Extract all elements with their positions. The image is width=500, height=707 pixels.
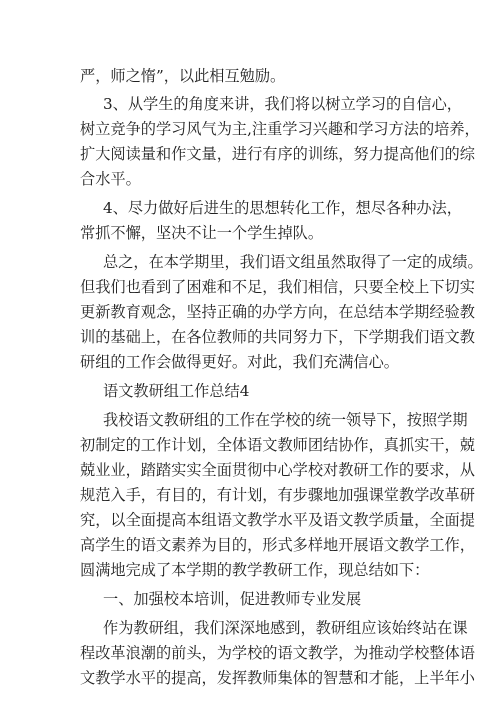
text-line: 扩大阅读量和作文量，进行有序的训练，努力提高他们的综 — [80, 145, 475, 163]
text-line: 但我们也看到了困难和不足，我们相信，只要全校上下切实 — [80, 278, 475, 296]
text-line: 总之，在本学期里，我们语文组虽然取得了一定的成绩。 — [103, 253, 483, 271]
text-line: 研组的工作会做得更好。对此，我们充满信心。 — [80, 353, 399, 371]
text-line: 更新教育观念，坚持正确的办学方向，在总结本学期经验教 — [80, 303, 475, 321]
text-line: 严，师之惰”，以此相互勉励。 — [80, 67, 286, 85]
text-line: 作为教研组，我们深深地感到，教研组应该始终站在课 — [103, 619, 468, 637]
section-heading: 语文教研组工作总结4 — [103, 382, 250, 400]
text-line: 4、尽力做好后进生的思想转化工作，想尽各种办法， — [103, 199, 462, 217]
text-line: 树立竞争的学习风气为主,注重学习兴趣和学习方法的培养， — [80, 120, 480, 138]
text-line: 训的基础上，在各位教师的共同努力下，下学期我们语文教 — [80, 328, 475, 346]
subsection-heading: 一、加强校本培训，促进教师专业发展 — [103, 590, 362, 608]
text-line: 究，以全面提高本组语文教学水平及语文教学质量，全面提 — [80, 511, 475, 529]
text-line: 文教学水平的提高，发挥教师集体的智慧和才能，上半年小 — [80, 669, 475, 687]
text-line: 兢业业，踏踏实实全面贯彻中心学校对教研工作的要求，从 — [80, 461, 475, 479]
text-line: 常抓不懈，坚决不让一个学生掉队。 — [80, 224, 323, 242]
text-line: 圆满地完成了本学期的教学教研工作，现总结如下： — [80, 561, 430, 579]
text-line: 程改革浪潮的前头，为学校的语文教学，为推动学校整体语 — [80, 644, 475, 662]
text-line: 合水平。 — [80, 170, 141, 188]
text-line: 规范入手，有目的，有计划，有步骤地加强课堂教学改革研 — [80, 486, 475, 504]
text-line: 初制定的工作计划，全体语文教师团结协作，真抓实干，兢 — [80, 436, 475, 454]
text-line: 我校语文教研组的工作在学校的统一领导下，按照学期 — [103, 411, 468, 429]
text-line: 3、从学生的角度来讲，我们将以树立学习的自信心， — [103, 95, 462, 113]
text-line: 高学生的语文素养为目的，形式多样地开展语文教学工作， — [80, 536, 475, 554]
